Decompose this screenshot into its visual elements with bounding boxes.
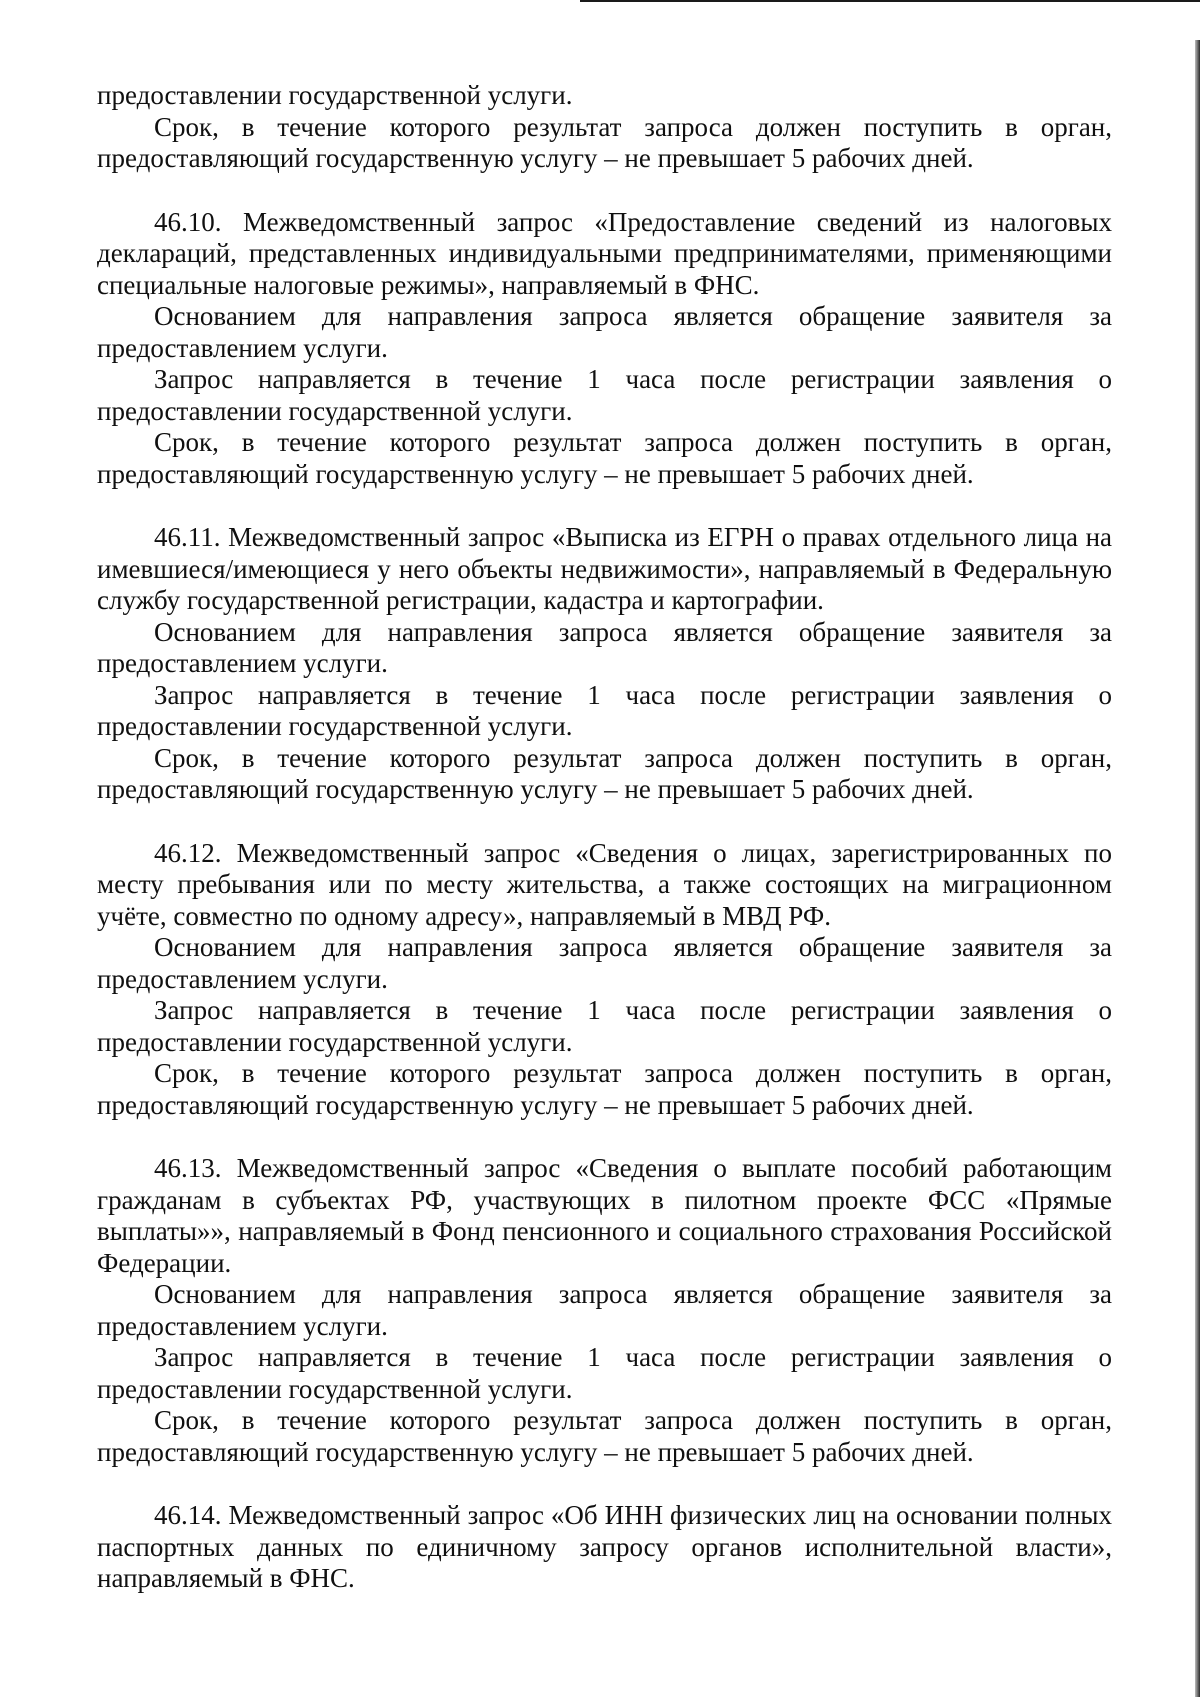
intro-continuation: предоставлении государственной услуги. bbox=[97, 80, 573, 110]
section-46-11-basis: Основанием для направления запроса является обращение заявителя за предоставлением услуги. bbox=[97, 616, 1112, 678]
section-46-12-deadline: Срок, в течение которого результат запроса должен поступить в орган, предоставляющий государственную услугу – не превышает 5 рабочих дней. bbox=[97, 1058, 1112, 1120]
section-46-10-heading: 46.10. Межведомственный запрос «Предоставление сведений из налоговых деклараций, представленных индивидуальными предпринимателями, применяющими специальные налоговые режимы», направляемый в ФНС. bbox=[97, 206, 1112, 300]
section-46-13-basis: Основанием для направления запроса является обращение заявителя за предоставлением услуги. bbox=[97, 1279, 1112, 1341]
section-46-11-heading: 46.11. Межведомственный запрос «Выписка из ЕГРН о правах отдельного лица на имевшиеся/имеющиеся у него объекты недвижимости», направляемый в Федеральную службу государственной регистрации, кадастра и картографии. bbox=[97, 522, 1112, 615]
section-46-14-heading: 46.14. Межведомственный запрос «Об ИНН физических лиц на основании полных паспортных данных по единичному запросу органов исполнительной власти», направляемый в ФНС. bbox=[97, 1500, 1112, 1593]
section-46-12-heading: 46.12. Межведомственный запрос «Сведения о лицах, зарегистрированных по месту пребывания или по месту жительства, а также состоящих на миграционном учёте, совместно по одному адресу», направляемый в МВД РФ. bbox=[97, 837, 1112, 931]
section-46-11-deadline: Срок, в течение которого результат запроса должен поступить в орган, предоставляющий государственную услугу – не превышает 5 рабочих дней. bbox=[97, 742, 1112, 804]
document-body bbox=[97, 80, 1112, 1595]
section-46-13-timing: Запрос направляется в течение 1 часа после регистрации заявления о предоставлении государственной услуги. bbox=[97, 1342, 1112, 1404]
section-46-12-timing: Запрос направляется в течение 1 часа после регистрации заявления о предоставлении государственной услуги. bbox=[97, 995, 1112, 1057]
scan-edge-top bbox=[580, 0, 1200, 2]
scan-edge-right bbox=[1195, 40, 1200, 1697]
section-46-10-basis: Основанием для направления запроса является обращение заявителя за предоставлением услуги. bbox=[97, 301, 1112, 363]
section-46-11-timing: Запрос направляется в течение 1 часа после регистрации заявления о предоставлении государственной услуги. bbox=[97, 679, 1112, 741]
section-46-13-deadline: Срок, в течение которого результат запроса должен поступить в орган, предоставляющий государственную услугу – не превышает 5 рабочих дней. bbox=[97, 1405, 1112, 1467]
section-46-12-basis: Основанием для направления запроса является обращение заявителя за предоставлением услуги. bbox=[97, 932, 1112, 994]
intro-deadline: Срок, в течение которого результат запроса должен поступить в орган, предоставляющий государственную услугу – не превышает 5 рабочих дней. bbox=[97, 111, 1112, 173]
section-46-10-timing: Запрос направляется в течение 1 часа после регистрации заявления о предоставлении государственной услуги. bbox=[97, 364, 1112, 426]
section-46-13-heading: 46.13. Межведомственный запрос «Сведения о выплате пособий работающим гражданам в субъектах РФ, участвующих в пилотном проекте ФСС «Прямые выплаты»», направляемый в Фонд пенсионного и социального страхования Российской Федерации. bbox=[97, 1153, 1112, 1278]
section-46-10-deadline: Срок, в течение которого результат запроса должен поступить в орган, предоставляющий государственную услугу – не превышает 5 рабочих дней. bbox=[97, 427, 1112, 489]
